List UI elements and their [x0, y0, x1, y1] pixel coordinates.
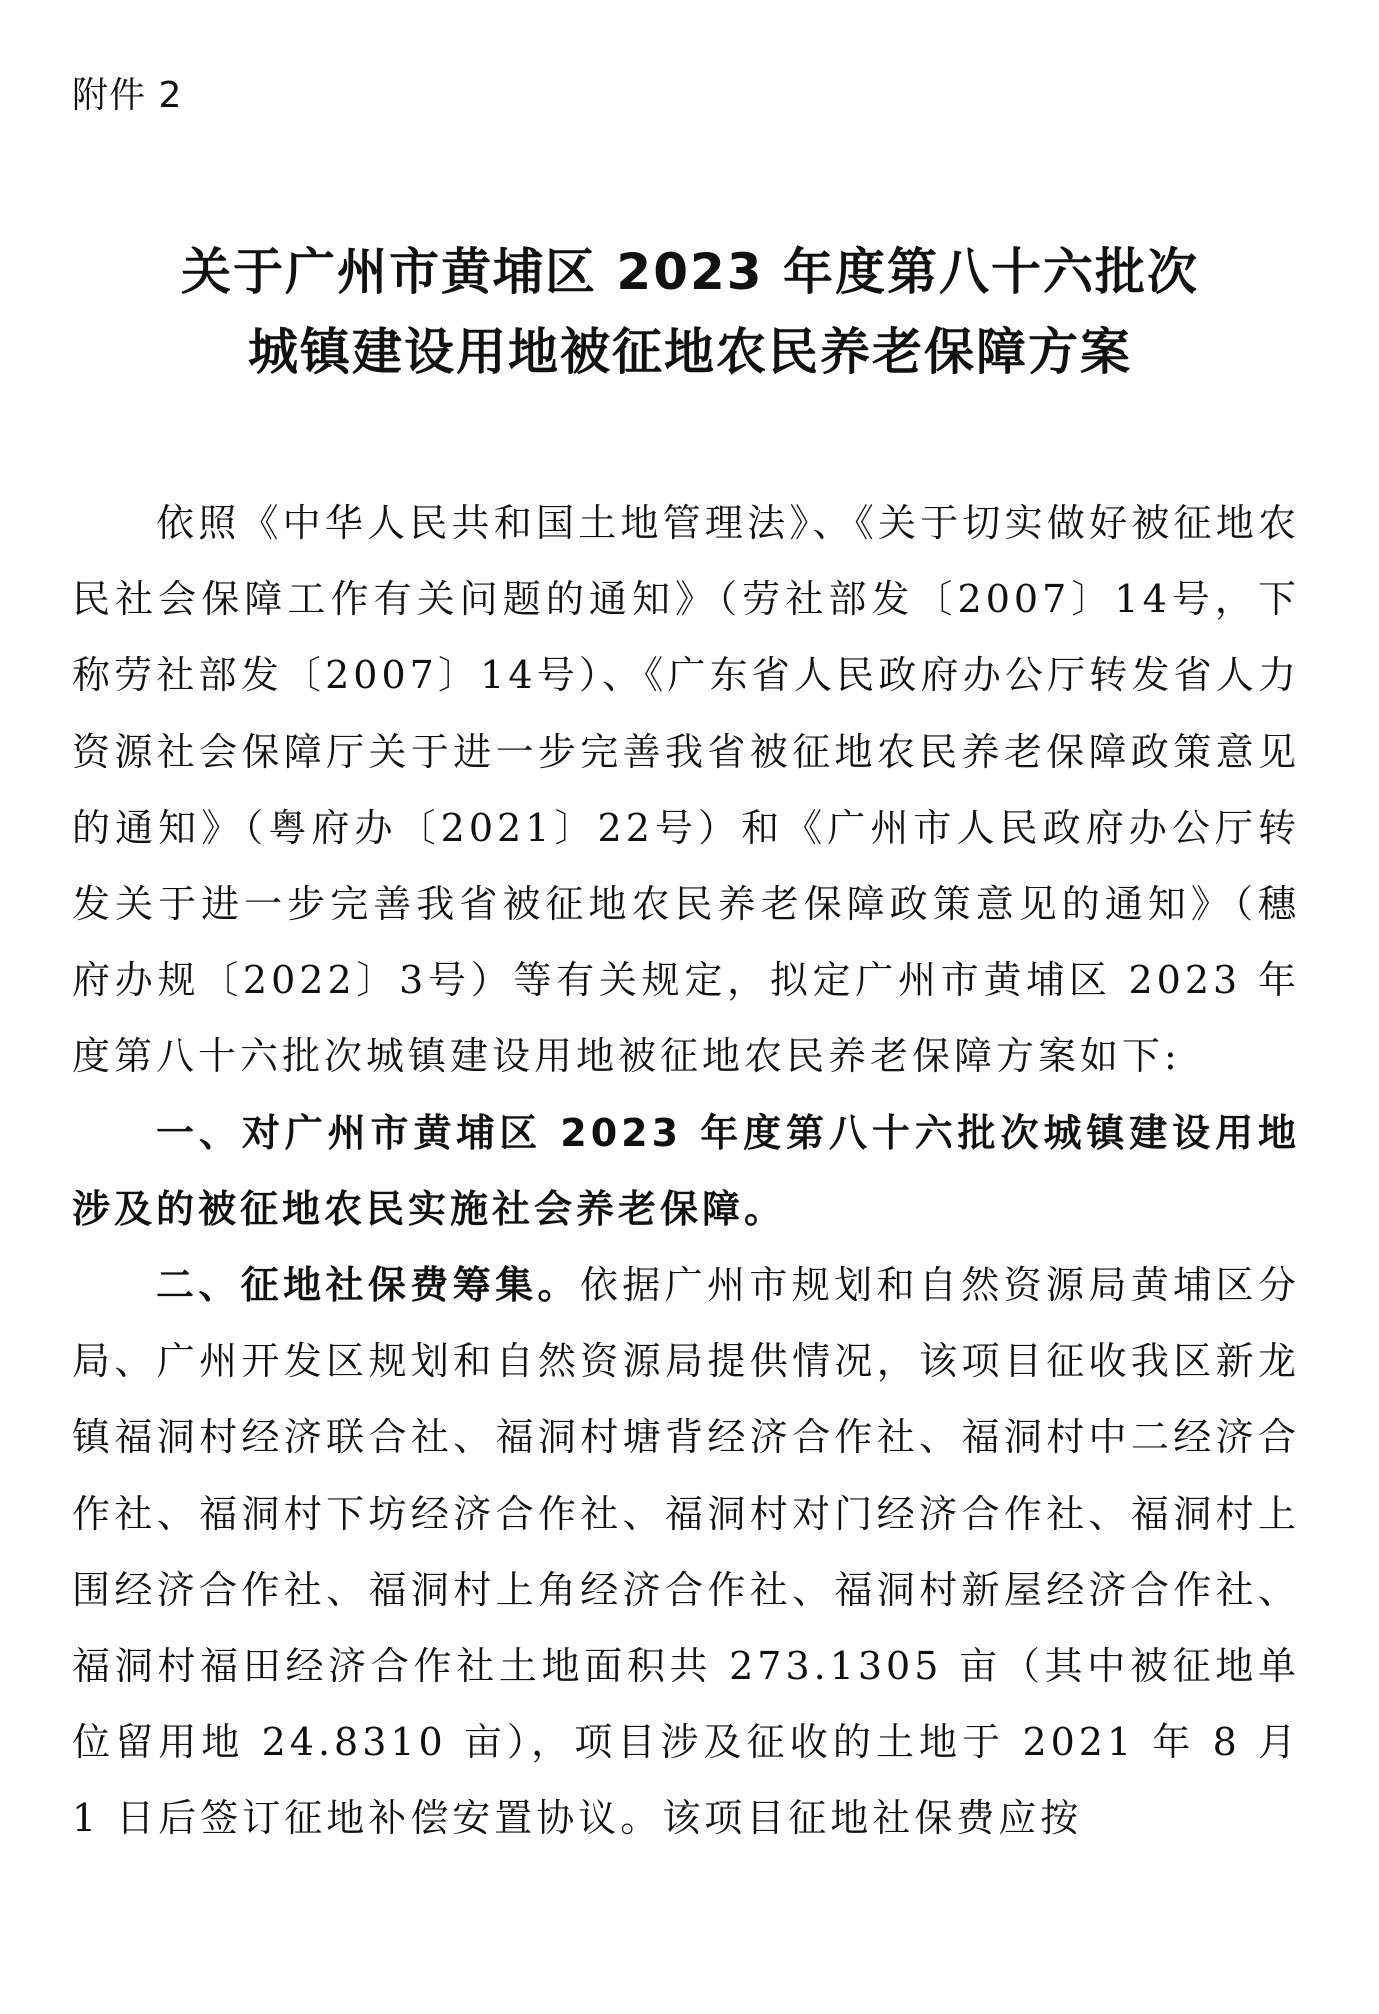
attachment-label: 附件 2 — [72, 75, 183, 116]
document-body — [72, 485, 1300, 1857]
section-2-paragraph — [72, 1247, 1300, 1857]
section-2-heading: 二、征地社保费筹集。 — [156, 1263, 580, 1308]
title-line-2: 城镇建设用地被征地农民养老保障方案 — [248, 323, 1132, 381]
intro-paragraph: 依照《中华人民共和国土地管理法》、《关于切实做好被征地农民社会保障工作有关问题的通知》（劳社部发〔2007〕14号，下称劳社部发〔2007〕14号）、《广东省人民政府办公厅转发省人力资源社会保障厅关于进一步完善我省被征地农民养老保障政策意见的通知》（粤府办〔2021〕22号）和《广州市人民政府办公厅转发关于进一步完善我省被征地农民养老保障政策意见的通知》（穗府办规〔2022〕3号）等有关规定，拟定广州市黄埔区 2023 年度第八十六批次城镇建设用地被征地农民养老保障方案如下: — [72, 501, 1300, 1079]
section-2-body: 依据广州市规划和自然资源局黄埔区分局、广州开发区规划和自然资源局提供情况，该项目征收我区新龙镇福洞村经济联合社、福洞村塘背经济合作社、福洞村中二经济合作社、福洞村下坊经济合作社、福洞村对门经济合作社、福洞村上围经济合作社、福洞村上角经济合作社、福洞村新屋经济合作社、福洞村福田经济合作社土地面积共 273.1305 亩（其中被征地单位留用地 24.8310 亩），项目涉及征收的土地于 2021 年 8 月 1 日后签订征地补偿安置协议。该项目征地社保费应按 — [72, 1263, 1300, 1841]
section-1-paragraph: 一、对广州市黄埔区 2023 年度第八十六批次城镇建设用地涉及的被征地农民实施社会养老保障。 — [72, 1110, 1300, 1231]
document-title — [70, 232, 1310, 392]
title-line-1: 关于广州市黄埔区 2023 年度第八十六批次 — [181, 243, 1199, 301]
